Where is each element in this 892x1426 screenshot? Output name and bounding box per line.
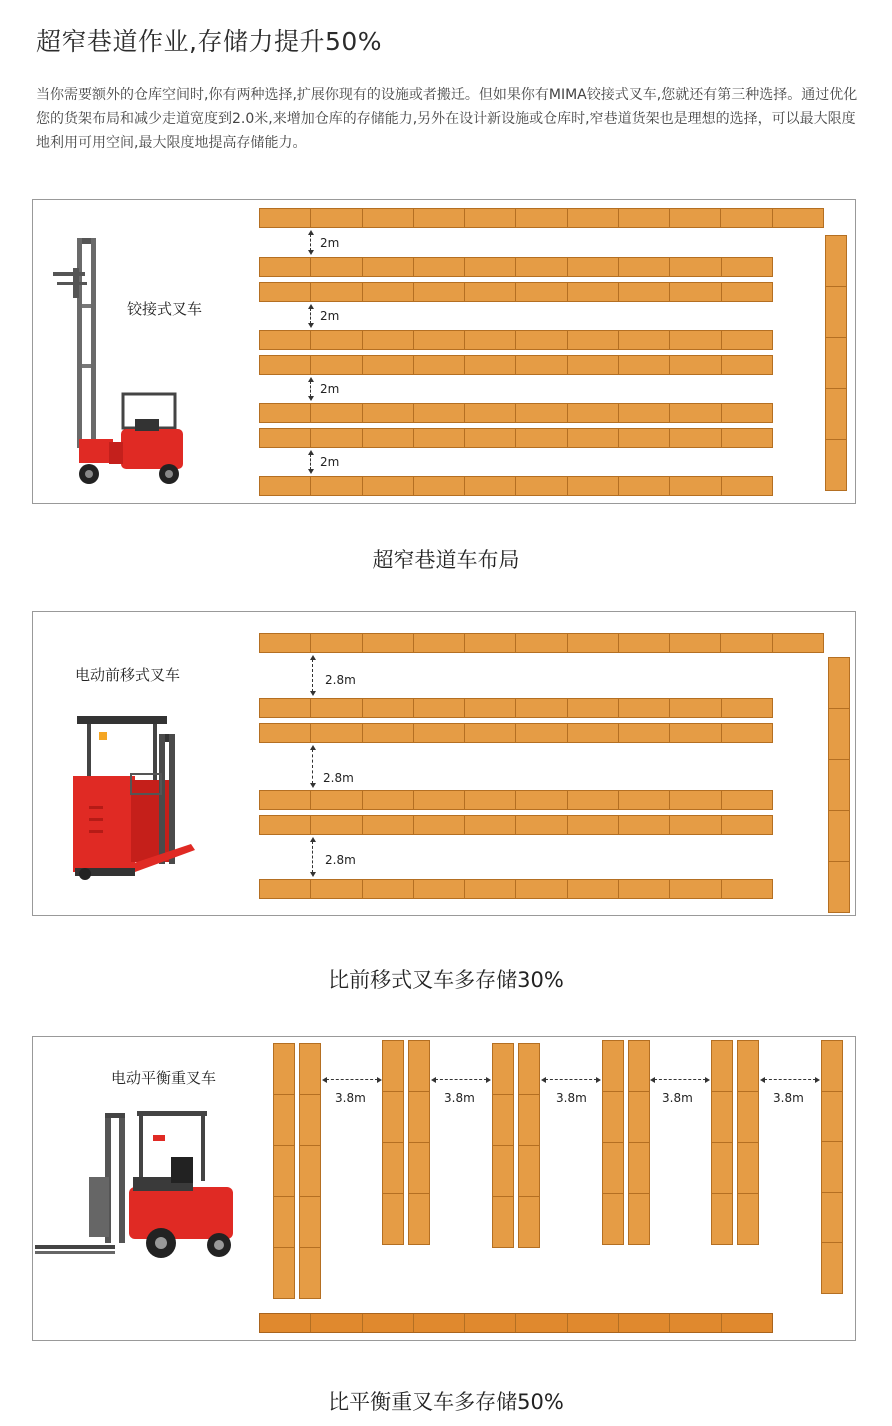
rack-row — [259, 815, 773, 835]
rack-row — [259, 330, 773, 350]
rack-column — [628, 1040, 650, 1245]
rack-column — [382, 1040, 404, 1245]
rack-row — [259, 723, 773, 743]
rack-row — [259, 633, 824, 653]
aisle-dimension — [542, 1075, 600, 1085]
aisle-dimension — [323, 1075, 381, 1085]
layout-caption: 超窄巷道车布局 — [372, 548, 520, 572]
aisle-dimension — [306, 378, 316, 400]
aisle-width-label: 2m — [320, 309, 340, 323]
aisle-dimension — [432, 1075, 490, 1085]
reach-truck-icon — [71, 714, 201, 884]
rack-row — [259, 1313, 773, 1333]
rack-row — [259, 282, 773, 302]
rack-column — [273, 1043, 295, 1299]
rack-column — [408, 1040, 430, 1245]
aisle-width-label: 2m — [320, 236, 340, 250]
rack-column — [828, 657, 850, 913]
layout-caption: 比前移式叉车多存储30% — [328, 968, 564, 992]
aisle-dimension — [306, 231, 316, 254]
rack-column — [492, 1043, 514, 1248]
aisle-width-label: 3.8m — [556, 1091, 587, 1105]
intro-paragraph: 当你需要额外的仓库空间时,你有两种选择,扩展你现有的设施或者搬迁。但如果你有MIMA铰接式叉车,您就还有第三种选择。通过优化您的货架布局和减少走道宽度到2.0米,来增加仓库的存储能力,另外在设计新设施或仓库时,窄巷道货架也是理想的选择，可以最大限度地利用可用空间,最大限度地提高存储能力。 — [36, 87, 858, 151]
aisle-width-label: 3.8m — [444, 1091, 475, 1105]
layout-panel-articulated — [32, 199, 856, 504]
aisle-width-label: 2.8m — [325, 673, 356, 687]
rack-column — [711, 1040, 733, 1245]
rack-row — [259, 790, 773, 810]
rack-row — [259, 208, 824, 228]
rack-row — [259, 403, 773, 423]
truck-label: 铰接式叉车 — [127, 300, 203, 318]
aisle-width-label: 2m — [320, 382, 340, 396]
rack-column — [821, 1040, 843, 1294]
rack-column — [518, 1043, 540, 1248]
layout-caption: 比平衡重叉车多存储50% — [328, 1390, 564, 1414]
truck-label: 电动平衡重叉车 — [111, 1069, 217, 1087]
aisle-dimension — [761, 1075, 819, 1085]
counterbalance-forklift-icon — [33, 1107, 243, 1267]
aisle-dimension — [308, 656, 318, 695]
rack-row — [259, 698, 773, 718]
aisle-dimension — [308, 838, 318, 876]
aisle-width-label: 3.8m — [773, 1091, 804, 1105]
rack-row — [259, 257, 773, 277]
aisle-width-label: 2m — [320, 455, 340, 469]
page-title: 超窄巷道作业,存储力提升50% — [36, 27, 383, 56]
rack-column — [299, 1043, 321, 1299]
rack-row — [259, 476, 773, 496]
rack-row — [259, 355, 773, 375]
rack-column — [825, 235, 847, 491]
rack-row — [259, 428, 773, 448]
aisle-dimension — [308, 746, 318, 787]
aisle-width-label: 2.8m — [323, 771, 354, 785]
aisle-dimension — [306, 305, 316, 327]
rack-column — [602, 1040, 624, 1245]
rack-column — [737, 1040, 759, 1245]
aisle-width-label: 3.8m — [662, 1091, 693, 1105]
rack-row — [259, 879, 773, 899]
aisle-dimension — [651, 1075, 709, 1085]
layout-panel-counterbalance — [32, 1036, 856, 1341]
aisle-width-label: 2.8m — [325, 853, 356, 867]
truck-label: 电动前移式叉车 — [75, 666, 181, 684]
articulated-forklift-icon — [51, 234, 201, 494]
layout-panel-reach — [32, 611, 856, 916]
aisle-dimension — [306, 451, 316, 473]
aisle-width-label: 3.8m — [335, 1091, 366, 1105]
